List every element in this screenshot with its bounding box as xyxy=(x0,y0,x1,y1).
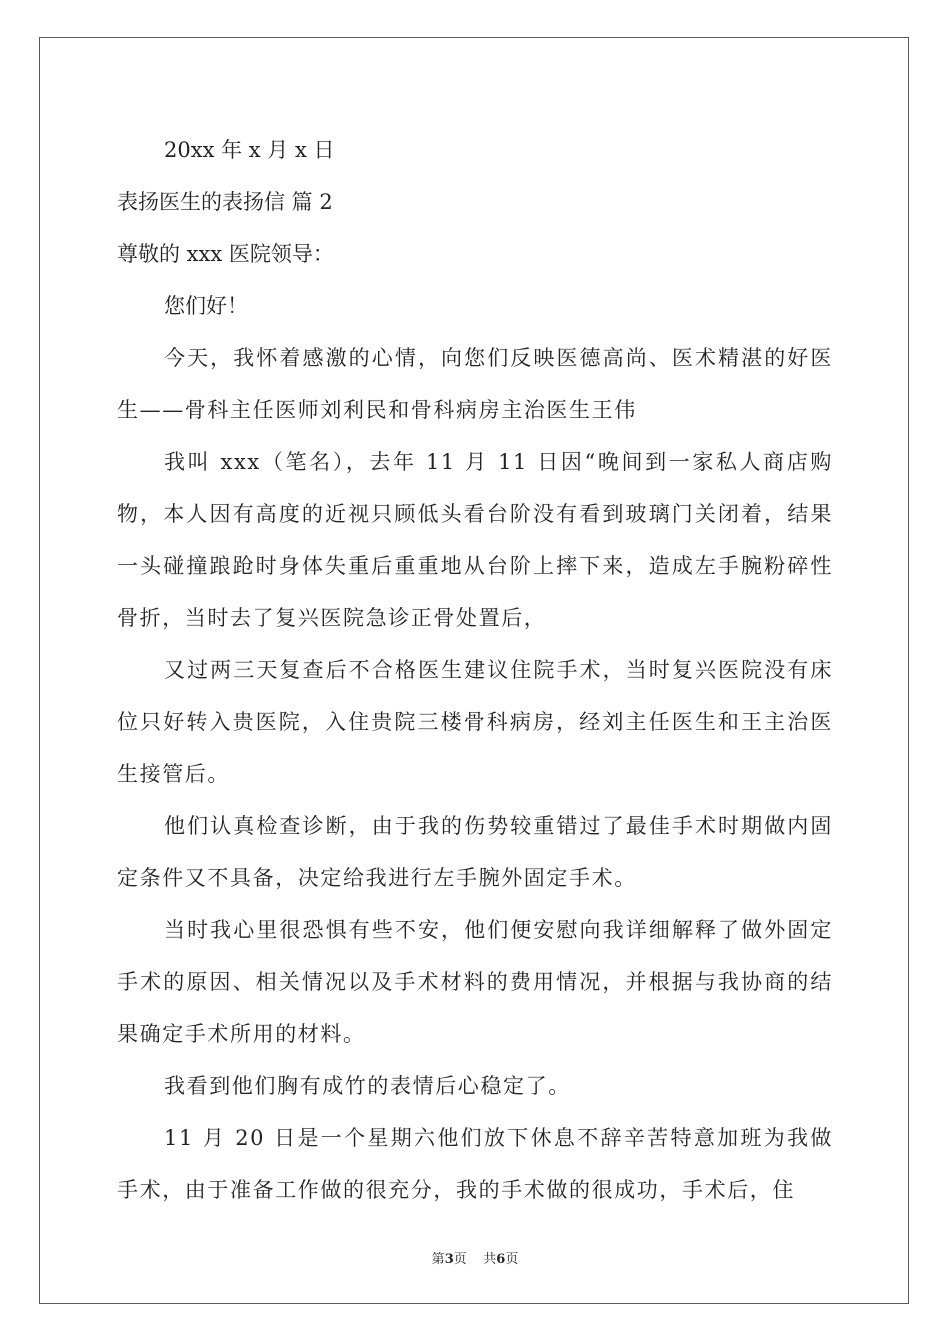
letter-body xyxy=(117,124,833,1216)
paragraph: 又过两三天复查后不合格医生建议住院手术，当时复兴医院没有床位只好转入贵医院，入住贵院三楼骨科病房，经刘主任医生和王主治医生接管后。 xyxy=(117,658,833,786)
date-line: 20xx 年 x 月 x 日 xyxy=(164,138,335,162)
paragraph: 他们认真检查诊断，由于我的伤势较重错过了最佳手术时期做内固定条件又不具备，决定给我进行左手腕外固定手术。 xyxy=(117,814,833,890)
letter-heading: 表扬医生的表扬信 篇 2 xyxy=(117,190,333,214)
paragraph: 11 月 20 日是一个星期六他们放下休息不辞辛苦特意加班为我做手术，由于准备工作做的很充分，我的手术做的很成功，手术后，住 xyxy=(117,1126,833,1202)
page-current: 3 xyxy=(444,1252,454,1267)
paragraph: 今天，我怀着感激的心情，向您们反映医德高尚、医术精湛的好医生——骨科主任医师刘利民和骨科病房主治医生王伟 xyxy=(117,346,833,422)
paragraph: 当时我心里很恐惧有些不安，他们便安慰向我详细解释了做外固定手术的原因、相关情况以及手术材料的费用情况，并根据与我协商的结果确定手术所用的材料。 xyxy=(117,918,833,1046)
salutation: 尊敬的 xxx 医院领导： xyxy=(117,242,334,266)
page-suffix: 页 xyxy=(505,1252,519,1267)
page-prefix: 第 xyxy=(431,1252,445,1267)
paragraph: 我看到他们胸有成竹的表情后心稳定了。 xyxy=(164,1074,571,1098)
page-total: 6 xyxy=(496,1252,506,1267)
page-mid: 页 共 xyxy=(453,1252,497,1267)
paragraph: 我叫 xxx（笔名），去年 11 月 11 日因“晚间到一家私人商店购物，本人因有高度的近视只顾低头看台阶没有看到玻璃门关闭着，结果一头碰撞踉跄时身体失重后重重地从台阶上摔下来，造成左手腕粉碎性骨折，当时去了复兴医院急诊正骨处置后， xyxy=(117,450,833,630)
greeting: 您们好！ xyxy=(164,294,248,318)
page-footer xyxy=(0,1248,950,1267)
